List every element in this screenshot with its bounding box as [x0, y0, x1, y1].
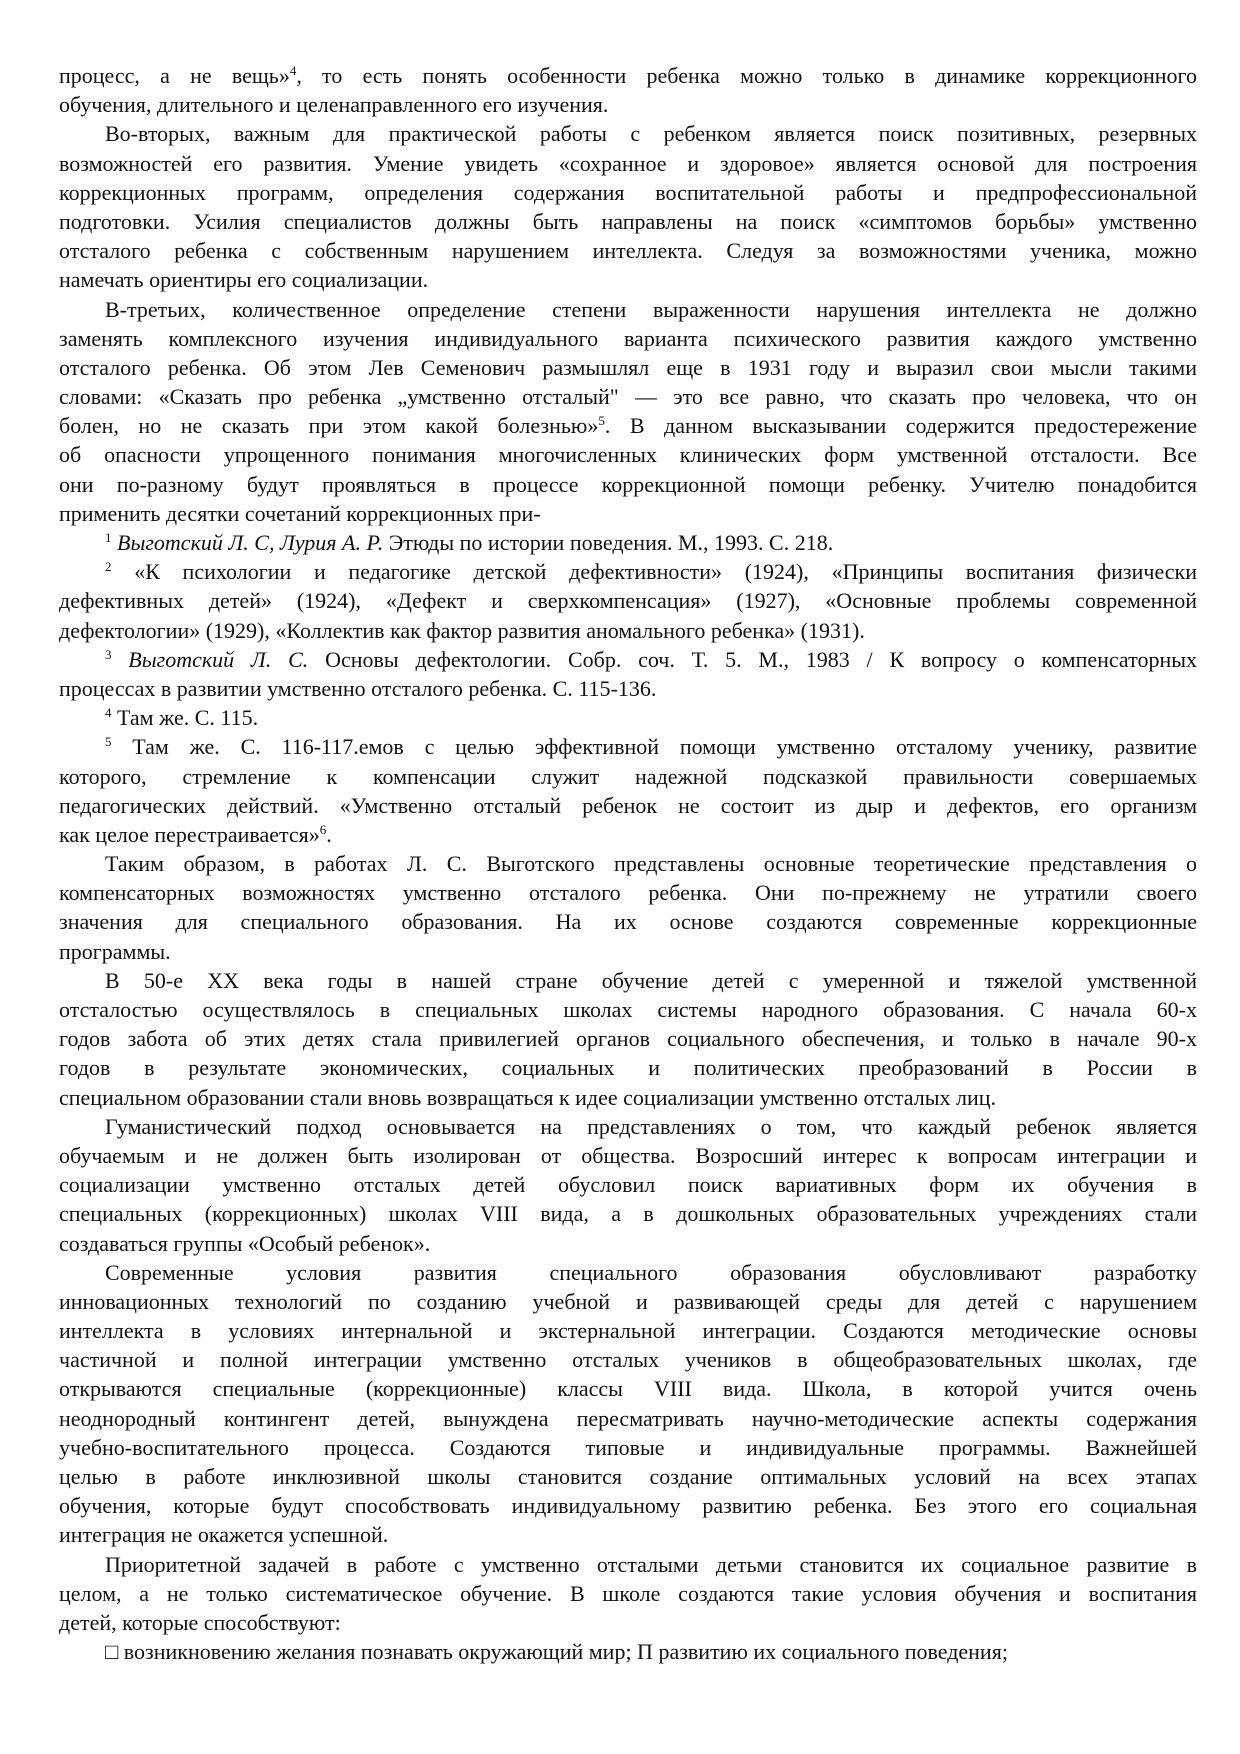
- text-run: значения для специального образования. На их основе создаются современные коррекционные: [59, 909, 1197, 935]
- text-run: Во-вторых, важным для практической работы с ребенком является поиск позитивных, резервных: [105, 121, 1197, 147]
- text-line: [59, 1637, 1197, 1666]
- text-line: [59, 1520, 1197, 1549]
- paragraph: [59, 528, 1197, 557]
- text-run: [112, 647, 129, 672]
- text-run: учебно-воспитательного процесса. Создаются типовые и индивидуальные программы. Важнейшей: [59, 1434, 1197, 1460]
- text-run: процессах в развитии умственно отсталого ребенка. С. 115-136.: [59, 675, 657, 701]
- text-line: [59, 1170, 1197, 1199]
- text-run: обучаемым и не должен быть изолирован от общества. Возросший интерес к вопросам интеграции и: [59, 1142, 1197, 1168]
- text-line: [59, 1550, 1197, 1579]
- text-line: [59, 586, 1197, 615]
- text-run: Приоритетной задачей в работе с умственно отсталыми детьми становится их социальное развитие в: [105, 1551, 1197, 1577]
- text-run: Там же. С. 116-117.емов с целью эффективной помощи умственно отсталому ученику, развитие: [111, 734, 1197, 760]
- text-line: [59, 645, 1197, 674]
- text-run: заменять комплексного изучения индивидуального варианта психического развития каждого умственно: [59, 325, 1197, 351]
- text-run: В 50-е XX века годы в нашей стране обучение детей с умеренной и тяжелой умственной: [105, 967, 1197, 993]
- text-line: [59, 1024, 1197, 1053]
- text-run: годов забота об этих детях стала привилегией органов социального обеспечения, и только в начале 90-х: [59, 1026, 1197, 1052]
- text-line: [59, 90, 1197, 119]
- text-run: детей, которые способствуют:: [59, 1609, 341, 1635]
- text-line: [59, 616, 1197, 645]
- text-line: [59, 762, 1197, 791]
- text-line: [59, 1287, 1197, 1316]
- text-line: [59, 119, 1197, 148]
- paragraph: [59, 1550, 1197, 1638]
- text-run: специальных (коррекционных) школах VIII вида, а в дошкольных образовательных учреждениях стали: [59, 1201, 1197, 1227]
- text-line: [59, 382, 1197, 411]
- text-run: социализации умственно отсталых детей обусловил поиск вариативных форм их обучения в: [59, 1172, 1197, 1198]
- paragraph: [59, 703, 1197, 732]
- text-run: Этюды по истории поведения. М., 1993. С. 218.: [383, 530, 834, 555]
- author-name: Выготский Л. С.: [128, 646, 309, 672]
- paragraph: [59, 849, 1197, 966]
- text-line: [59, 1199, 1197, 1228]
- text-line: [59, 791, 1197, 820]
- text-line: [59, 149, 1197, 178]
- text-run: .: [326, 821, 332, 847]
- text-line: [59, 499, 1197, 528]
- text-run: Современные условия развития специального образования обусловливают разработку: [105, 1259, 1197, 1285]
- text-line: [59, 353, 1197, 382]
- text-run: специальном образовании стали вновь возвращаться к идее социализации умственно отсталых лиц.: [59, 1084, 997, 1110]
- text-run: инновационных технологий по созданию учебной и развивающей среды для детей с нарушением: [59, 1288, 1197, 1314]
- text-line: [59, 295, 1197, 324]
- footnote-marker: 2: [105, 559, 112, 575]
- text-line: [59, 1053, 1197, 1082]
- text-line: [59, 265, 1197, 294]
- text-line: [59, 703, 1197, 732]
- footnote-marker: 5: [598, 413, 605, 429]
- text-run: целью в работе инклюзивной школы становится создание оптимальных условий на всех этапах: [59, 1464, 1197, 1489]
- text-line: [59, 878, 1197, 907]
- text-line: [59, 966, 1197, 995]
- paragraph: [59, 557, 1197, 645]
- text-run: они по-разному будут проявляться в процессе коррекционной помощи ребенку. Учителю понадобится: [59, 471, 1197, 497]
- text-line: [59, 732, 1197, 761]
- text-line: [59, 1491, 1197, 1520]
- text-line: [59, 820, 1197, 849]
- text-run: Таким образом, в работах Л. С. Выготского представлены основные теоретические представления о: [105, 851, 1197, 877]
- footnote-marker: 3: [105, 646, 112, 662]
- text-run: В-третьих, количественное определение степени выраженности нарушения интеллекта не должно: [105, 296, 1197, 322]
- text-run: отсталого ребенка с собственным нарушением интеллекта. Следуя за возможностями ученика, можно: [59, 238, 1197, 264]
- paragraph: [59, 1112, 1197, 1258]
- text-run: словами: «Сказать про ребенка „умственно отсталый" — это все равно, что сказать про человека, что он: [59, 384, 1197, 410]
- text-run: интеграция не окажется успешной.: [59, 1522, 389, 1548]
- footnote-marker: 1: [105, 530, 112, 545]
- text-run: Там же. С. 115.: [111, 705, 259, 731]
- text-run: дефективных детей» (1924), «Дефект и сверхкомпенсация» (1927), «Основные проблемы современной: [59, 588, 1197, 614]
- document-page: [59, 61, 1197, 1666]
- text-line: [59, 557, 1197, 586]
- text-run: возможностей его развития. Умение увидеть «сохранное и здоровое» является основой для построения: [59, 150, 1197, 176]
- text-line: [59, 207, 1197, 236]
- text-run: открываются специальные (коррекционные) классы VIII вида. Школа, в которой учится очень: [59, 1376, 1197, 1402]
- text-run: Основы дефектологии. Собр. соч. Т. 5. М., 1983 / К вопросу о компенсаторных: [308, 646, 1197, 672]
- paragraph: [59, 645, 1197, 703]
- paragraph: [59, 119, 1197, 294]
- text-run: интеллекта в условиях интернальной и экстернальной интеграции. Создаются методические основы: [59, 1318, 1197, 1344]
- text-run: обучения, длительного и целенаправленного его изучения.: [59, 92, 609, 118]
- text-run: обучения, которые будут способствовать индивидуальному развитию ребенка. Без этого его социальная: [59, 1493, 1197, 1519]
- footnote-marker: 4: [289, 63, 297, 78]
- text-line: [59, 440, 1197, 469]
- paragraph: [59, 1258, 1197, 1550]
- text-run: отсталого ребенка. Об этом Лев Семенович размышлял еще в 1931 году и выразил свои мысли такими: [59, 354, 1197, 380]
- paragraph: [59, 732, 1197, 849]
- text-line: [59, 178, 1197, 207]
- text-run: □ возникновению желания познавать окружающий мир; П развитию их социального поведения;: [105, 1639, 1008, 1665]
- text-run: годов в результате экономических, социальных и политических преобразований в России в: [59, 1055, 1197, 1081]
- text-run: педагогических действий. «Умственно отсталый ребенок не состоит из дыр и дефектов, его организм: [59, 792, 1197, 818]
- text-run: Гуманистический подход основывается на представлениях о том, что каждый ребенок является: [105, 1113, 1197, 1139]
- text-run: коррекционных программ, определения содержания воспитательной работы и предпрофессиональной: [59, 179, 1197, 205]
- text-run: , то есть понять особенности ребенка можно только в динамике коррекционного: [296, 63, 1197, 88]
- text-run: процесс, а не вещь»: [59, 63, 290, 88]
- paragraph: [59, 966, 1197, 1112]
- text-run: которого, стремление к компенсации служит надежной подсказкой правильности совершаемых: [59, 763, 1197, 789]
- paragraph: [59, 295, 1197, 529]
- text-run: отсталостью осуществлялось в специальных школах системы народного образования. С начала 60-х: [59, 997, 1197, 1022]
- text-line: [59, 236, 1197, 265]
- text-run: целом, а не только систематическое обучение. В школе создаются такие условия обучения и воспитания: [59, 1580, 1197, 1606]
- text-run: об опасности упрощенного понимания многочисленных клинических форм умственной отсталости. Все: [59, 442, 1197, 468]
- text-line: [59, 1229, 1197, 1258]
- text-run: неоднородный контингент детей, вынуждена пересматривать научно-методические аспекты содержания: [59, 1405, 1197, 1431]
- text-line: [59, 528, 1197, 557]
- text-run: программы.: [59, 938, 171, 964]
- text-line: [59, 1404, 1197, 1433]
- text-run: дефектологии» (1929), «Коллектив как фактор развития аномального ребенка» (1931).: [59, 617, 865, 643]
- text-line: [59, 995, 1197, 1024]
- text-run: намечать ориентиры его социализации.: [59, 267, 429, 293]
- text-run: подготовки. Усилия специалистов должны быть направлены на поиск «симптомов борьбы» умственно: [59, 208, 1197, 234]
- text-line: [59, 1433, 1197, 1462]
- text-line: [59, 1083, 1197, 1112]
- text-run: . В данном высказывании содержится предостережение: [604, 413, 1197, 439]
- text-line: [59, 1112, 1197, 1141]
- footnote-marker: 5: [105, 734, 112, 750]
- text-run: применить десятки сочетаний коррекционных при-: [59, 500, 541, 526]
- text-line: [59, 907, 1197, 936]
- text-line: [59, 1462, 1197, 1491]
- text-run: «К психологии и педагогике детской дефективности» (1924), «Принципы воспитания физически: [111, 559, 1197, 585]
- footnote-marker: 4: [105, 705, 112, 721]
- text-line: [59, 1374, 1197, 1403]
- text-line: [59, 1141, 1197, 1170]
- text-line: [59, 1608, 1197, 1637]
- text-line: [59, 849, 1197, 878]
- text-line: [59, 1345, 1197, 1374]
- text-run: как целое перестраивается»: [59, 821, 320, 847]
- author-name: Выготский Л. С, Лурия А. Р.: [117, 530, 384, 555]
- text-line: [59, 324, 1197, 353]
- text-line: [59, 937, 1197, 966]
- paragraph: [59, 61, 1197, 119]
- text-line: [59, 411, 1197, 440]
- text-line: [59, 1579, 1197, 1608]
- text-run: создаваться группы «Особый ребенок».: [59, 1230, 431, 1256]
- text-line: [59, 1258, 1197, 1287]
- text-line: [59, 61, 1197, 90]
- paragraph: [59, 1637, 1197, 1666]
- text-line: [59, 674, 1197, 703]
- text-run: компенсаторных возможностях умственно отсталого ребенка. Они по-прежнему не утратили своего: [59, 880, 1197, 906]
- text-line: [59, 470, 1197, 499]
- text-line: [59, 1316, 1197, 1345]
- footnote-marker: 6: [319, 821, 327, 837]
- text-run: частичной и полной интеграции умственно отсталых учеников в общеобразовательных школах, где: [59, 1347, 1197, 1373]
- text-run: болен, но не сказать при этом какой болезнью»: [59, 413, 599, 439]
